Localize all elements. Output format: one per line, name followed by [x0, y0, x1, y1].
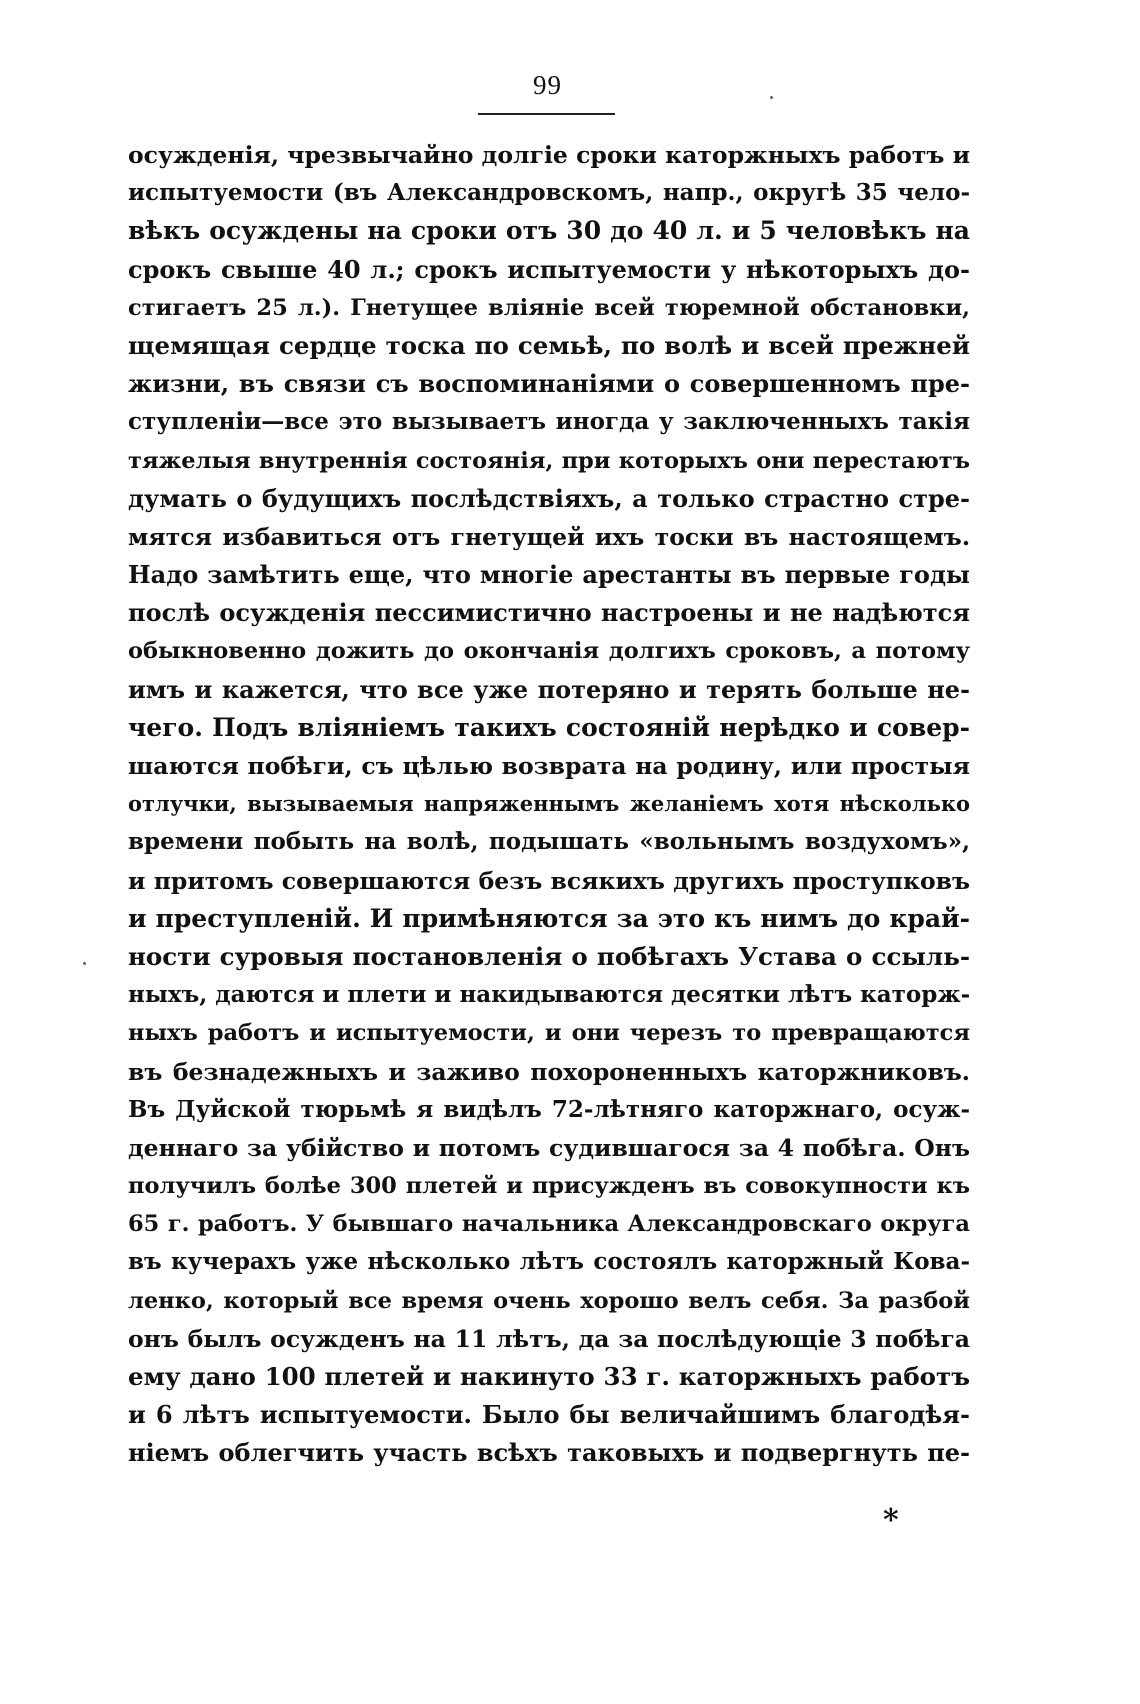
paper-speck	[83, 962, 86, 965]
text-line: обыкновенно дожить до окончанія долгихъ сроковъ, а потому	[128, 638, 970, 665]
text-line: и преступленій. И примѣняются за это къ нимъ до край-	[128, 903, 970, 933]
paper-speck	[770, 96, 773, 99]
text-line: ступленіи—все это вызываетъ иногда у заключенныхъ такія	[128, 408, 970, 436]
text-line: мятся избавиться отъ гнетущей ихъ тоски въ настоящемъ.	[128, 522, 970, 551]
text-line: шаются побѣги, съ цѣлью возврата на родину, или простыя	[128, 752, 970, 780]
text-line: чего. Подъ вліяніемъ такихъ состояній нерѣдко и совер-	[128, 712, 970, 742]
body-text	[128, 136, 970, 1473]
text-line: испытуемости (въ Александровскомъ, напр., округѣ 35 чело-	[128, 179, 970, 207]
text-line: Надо замѣтить еще, что многіе арестанты въ первые годы	[128, 560, 970, 590]
page-number: 99	[533, 70, 562, 100]
text-line: въ безнадежныхъ и заживо похороненныхъ каторжниковъ.	[128, 1057, 970, 1086]
header-rule	[478, 113, 615, 115]
text-line: послѣ осужденія пессимистично настроены и не надѣются	[128, 598, 970, 628]
text-line: ніемъ облегчить участь всѣхъ таковыхъ и подвергнуть пе-	[128, 1438, 970, 1468]
text-line: ности суровыя постановленія о побѣгахъ Устава о ссыль-	[128, 941, 970, 971]
text-line: тяжелыя внутреннія состоянія, при которыхъ они перестаютъ	[128, 447, 970, 474]
text-line: онъ былъ осужденъ на 11 лѣтъ, да за послѣдующіе 3 побѣга	[128, 1324, 970, 1353]
text-line: ныхъ работъ и испытуемости, и они черезъ то превращаются	[128, 1020, 970, 1047]
text-line: ныхъ, даются и плети и накидываются десятки лѣтъ каторж-	[128, 981, 970, 1009]
text-line: жизни, въ связи съ воспоминаніями о совершенномъ пре-	[128, 369, 970, 399]
text-line: отлучки, вызываемыя напряженнымъ желаніемъ хотя нѣсколько	[128, 791, 970, 817]
text-line: времени побыть на волѣ, подышать «вольнымъ воздухомъ»,	[128, 828, 970, 856]
signature-mark: *	[883, 1503, 899, 1538]
text-line: имъ и кажется, что все уже потеряно и терять больше не-	[128, 674, 970, 704]
text-line: стигаетъ 25 л.). Гнетущее вліяніе всей тюремной обстановки,	[128, 294, 970, 321]
text-line: 65 г. работъ. У бывшаго начальника Александровскаго округа	[128, 1211, 970, 1238]
text-line: осужденія, чрезвычайно долгіе сроки каторжныхъ работъ и	[128, 141, 970, 169]
text-line: щемящая сердце тоска по семьѣ, по волѣ и всей прежней	[128, 330, 970, 360]
text-line: срокъ свыше 40 л.; срокъ испытуемости у нѣкоторыхъ до-	[128, 254, 970, 284]
text-line: ему дано 100 плетей и накинуто 33 г. каторжныхъ работъ	[128, 1362, 970, 1391]
text-line: думать о будущихъ послѣдствіяхъ, а только страстно стре-	[128, 483, 970, 513]
text-line: ленко, который все время очень хорошо велъ себя. За разбой	[128, 1287, 970, 1314]
text-line: и 6 лѣтъ испытуемости. Было бы величайшимъ благодѣя-	[128, 1400, 970, 1430]
text-line: въ кучерахъ уже нѣсколько лѣтъ состоялъ каторжный Кова-	[128, 1248, 970, 1276]
text-line: и притомъ совершаются безъ всякихъ другихъ проступковъ	[128, 866, 970, 895]
text-line: получилъ болѣе 300 плетей и присужденъ въ совокупности къ	[128, 1173, 970, 1200]
text-line: деннаго за убійство и потомъ судившагося за 4 побѣга. Онъ	[128, 1133, 970, 1162]
text-line: Въ Дуйской тюрьмѣ я видѣлъ 72-лѣтняго каторжнаго, осуж-	[128, 1095, 970, 1123]
text-line: вѣкъ осуждены на сроки отъ 30 до 40 л. и 5 человѣкъ на	[128, 216, 970, 246]
